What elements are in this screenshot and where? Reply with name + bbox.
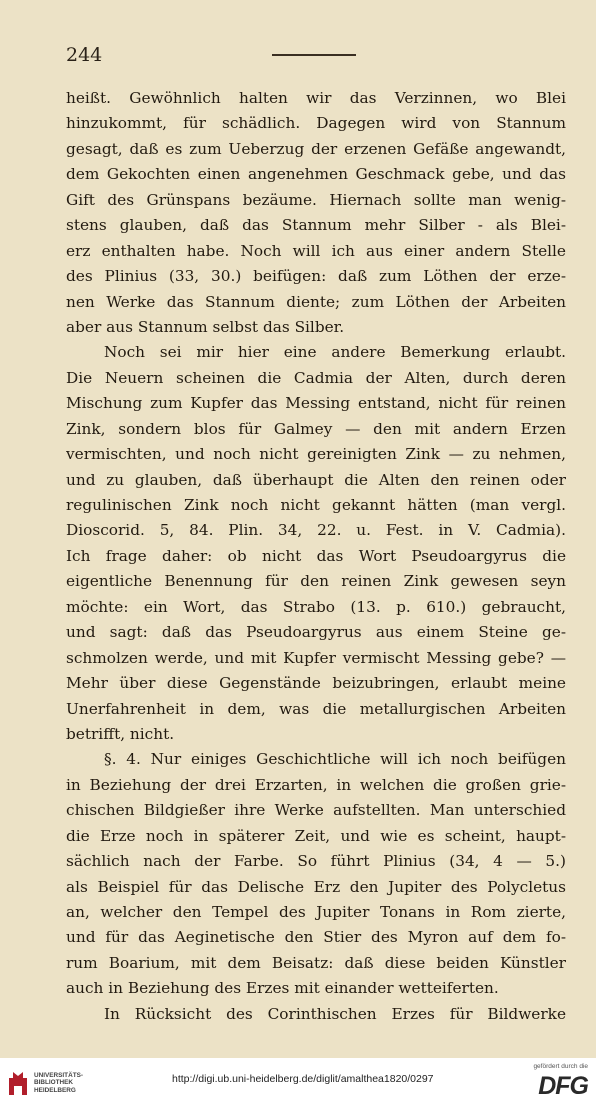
text-line: stens glauben, daß das Stannum mehr Silber - als Blei- [66,216,566,235]
paragraph-start-line: In Rücksicht des Corinthischen Erzes für Bildwerke [104,1004,566,1023]
text-line: Dioscorid. 5, 84. Plin. 34, 22. u. Fest. in V. Cadmia). [66,521,566,540]
text-line: Unerfahrenheit in dem, was die metallurgischen Arbeiten [66,699,566,718]
text-line: chischen Bildgießer ihre Werke aufstellten. Man unterschied [66,801,566,820]
funding-note: gefördert durch die [533,1063,588,1070]
text-line: vermischten, und noch nicht gereinigten Zink — zu nehmen, [66,445,566,464]
library-logo [6,1068,83,1098]
permalink-url[interactable]: http://digi.ub.uni-heidelberg.de/diglit/amalthea1820/0297 [172,1073,434,1085]
viewer-footer [0,1058,596,1106]
text-line: aber aus Stannum selbst das Silber. [66,317,345,336]
text-line: regulinischen Zink noch nicht gekannt hätten (man vergl. [66,496,566,514]
paragraph-start-line: Noch sei mir hier eine andere Bemerkung erlaubt. [104,343,566,362]
library-seal-icon [6,1068,30,1098]
dfg-logo: DFG [538,1072,588,1100]
text-line: betrifft, nicht. [66,724,175,743]
text-line: möchte: ein Wort, das Strabo (13. p. 610.) gebraucht, [66,597,566,616]
text-line: die Erze noch in späterer Zeit, und wie es scheint, haupt- [66,826,566,845]
text-line: und für das Aeginetische den Stier des Myron auf dem fo- [66,928,566,947]
page-number: 244 [66,44,103,66]
text-line: nen Werke das Stannum diente; zum Löthen der Arbeiten [66,292,566,311]
logo-text-line: HEIDELBERG [34,1086,76,1094]
text-line: eigentliche Benennung für den reinen Zink gewesen seyn [66,572,566,591]
text-line: hinzukommt, für schädlich. Dagegen wird von Stannum [66,114,566,133]
text-line: sächlich nach der Farbe. So führt Plinius (34, 4 — 5.) [66,852,566,871]
logo-text-line: UNIVERSITÄTS- [34,1071,83,1079]
text-line: an, welcher den Tempel des Jupiter Tonans in Rom zierte, [66,903,566,921]
text-line: gesagt, daß es zum Ueberzug der erzenen Gefäße angewandt, [66,139,566,158]
header-rule [272,54,356,56]
text-line: des Plinius (33, 30.) beifügen: daß zum Löthen der erze- [66,267,566,286]
text-line: Mischung zum Kupfer das Messing entstand, nicht für reinen [66,394,566,413]
text-line: schmolzen werde, und mit Kupfer vermischt Messing gebe? — [66,648,566,667]
logo-text-line: BIBLIOTHEK [34,1079,74,1087]
text-line: und sagt: daß das Pseudoargyrus aus einem Steine ge- [66,623,566,642]
text-line: Mehr über diese Gegenstände beizubringen, erlaubt meine [66,674,566,693]
text-line: rum Boarium, mit dem Beisatz: daß diese beiden Künstler [66,953,566,972]
text-line: auch in Beziehung des Erzes mit einander wetteiferten. [66,979,499,998]
text-line: in Beziehung der drei Erzarten, in welchen die großen grie- [66,775,566,794]
text-line: Die Neuern scheinen die Cadmia der Alten, durch deren [66,368,566,387]
text-line: Ich frage daher: ob nicht das Wort Pseudoargyrus die [66,546,566,565]
text-line: als Beispiel für das Delische Erz den Jupiter des Polycletus [66,877,566,896]
text-line: Gift des Grünspans bezäume. Hiernach sollte man wenig- [66,190,566,209]
text-line: erz enthalten habe. Noch will ich aus einer andern Stelle [66,241,566,260]
text-line: heißt. Gewöhnlich halten wir das Verzinnen, wo Blei [66,89,566,107]
paragraph-start-line: §. 4. Nur einiges Geschichtliche will ich noch beifügen [104,750,566,769]
text-line: und zu glauben, daß überhaupt die Alten den reinen oder [66,470,566,489]
body-text [66,86,566,1027]
text-line: Zink, sondern blos für Galmey — den mit andern Erzen [66,419,566,438]
text-line: dem Gekochten einen angenehmen Geschmack gebe, und das [66,165,566,184]
